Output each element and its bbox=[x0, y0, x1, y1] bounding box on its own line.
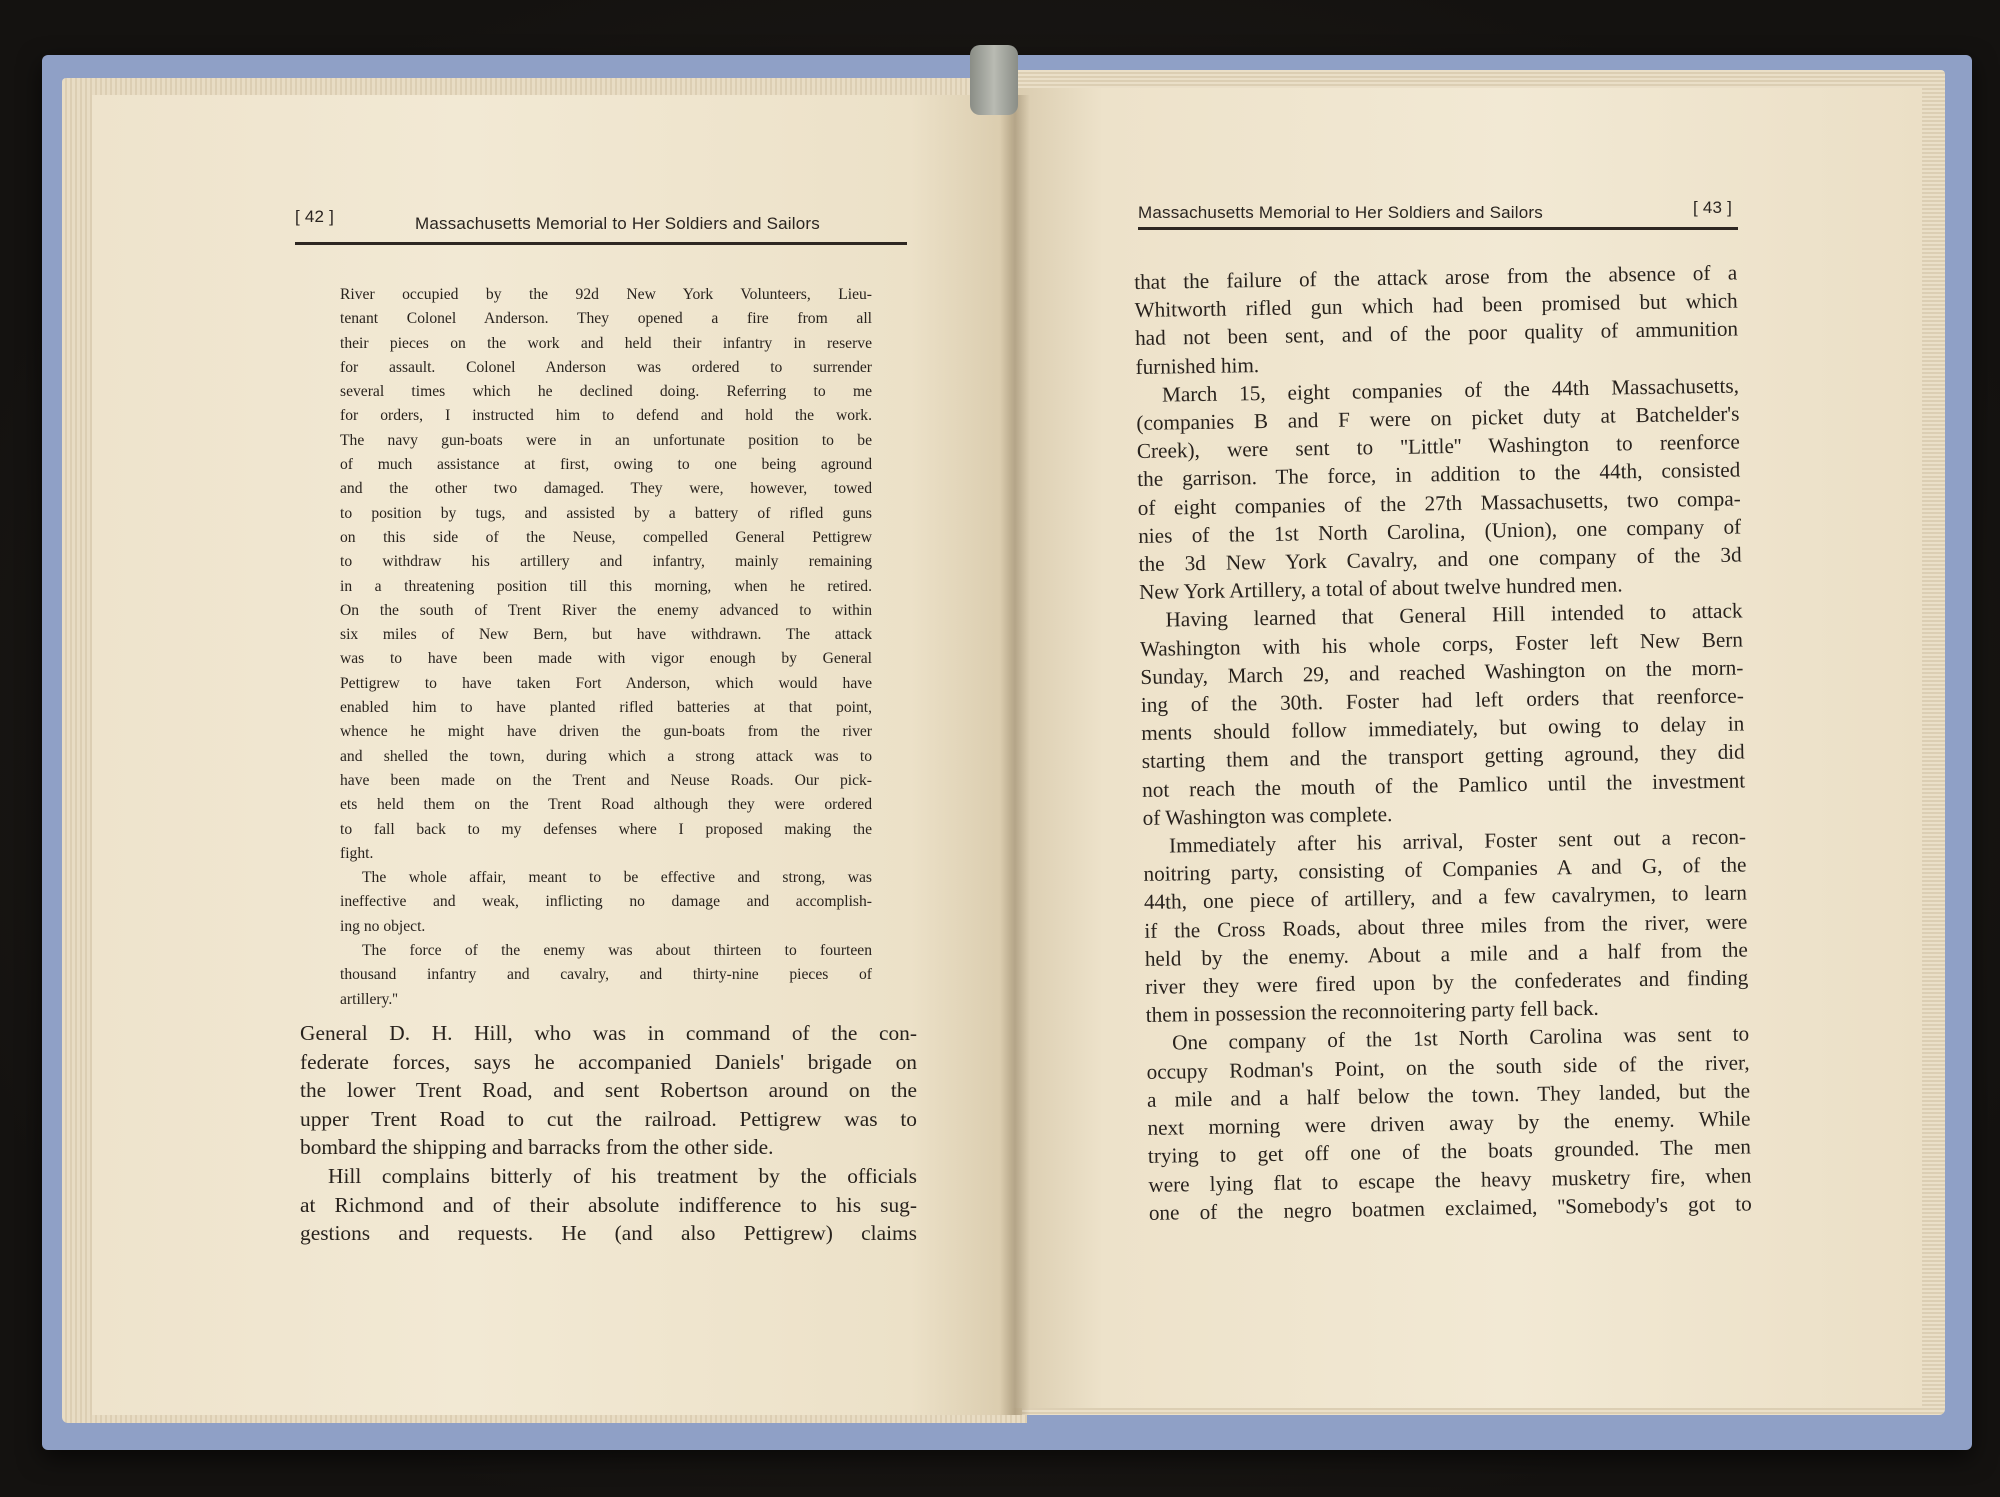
quote-line: several times which he declined doing. Referring to me bbox=[340, 383, 872, 401]
body-line: the 3d New York Cavalry, and one company of the 3d bbox=[1138, 542, 1742, 576]
quote-line: The navy gun-boats were in an unfortunate position to be bbox=[340, 431, 872, 449]
body-line: furnished him. bbox=[1135, 352, 1260, 379]
left-header-rule bbox=[295, 242, 907, 245]
body-line: of eight companies of the 27th Massachusetts, two compa- bbox=[1137, 486, 1741, 520]
body-line: nies of the 1st North Carolina, (Union), one company of bbox=[1138, 514, 1742, 548]
body-line: starting them and the transport getting aground, they did bbox=[1141, 739, 1745, 774]
quote-line: have been made on the Trent and Neuse Roads. Our pick- bbox=[340, 771, 872, 789]
body-line: Immediately after his arrival, Foster sent out a recon- bbox=[1168, 824, 1747, 858]
right-page-number: [ 43 ] bbox=[1693, 198, 1733, 217]
body-line: had not been sent, and of the poor quality of ammunition bbox=[1134, 316, 1739, 351]
body-line: Having learned that General Hill intended to attack bbox=[1165, 598, 1743, 632]
quote-line: Pettigrew to have taken Fort Anderson, which would have bbox=[340, 674, 872, 692]
body-line: General D. H. Hill, who was in command of the con- bbox=[300, 1021, 917, 1045]
left-running-title: Massachusetts Memorial to Her Soldiers and Sailors bbox=[415, 214, 820, 233]
body-line: (companies B and F were on picket duty at Batchelder's bbox=[1136, 401, 1740, 435]
left-body-text bbox=[300, 1019, 917, 1248]
body-line: at Richmond and of their absolute indifference to his sug- bbox=[300, 1192, 917, 1217]
body-line: noitring party, consisting of Companies A and G, of the bbox=[1143, 852, 1747, 887]
body-line: federate forces, says he accompanied Daniels' brigade on bbox=[300, 1049, 917, 1074]
quote-line: ing no object. bbox=[340, 917, 426, 935]
right-running-title: Massachusetts Memorial to Her Soldiers and Sailors bbox=[1138, 203, 1543, 222]
body-line: that the failure of the attack arose from the absence of a bbox=[1134, 260, 1738, 294]
body-line: the lower Trent Road, and sent Robertson around on the bbox=[300, 1078, 917, 1103]
body-line: Creek), were sent to ''Little'' Washington to reenforce bbox=[1136, 429, 1740, 464]
body-line: a mile and a half below the town. They landed, but the bbox=[1146, 1078, 1751, 1112]
body-line: Sunday, March 29, and reached Washington on the morn- bbox=[1140, 655, 1744, 689]
right-header-rule bbox=[1138, 227, 1738, 230]
quote-line: their pieces on the work and held their infantry in reserve bbox=[340, 334, 872, 352]
spine-headband bbox=[970, 45, 1018, 115]
body-line: held by the enemy. About a mile and a half from the bbox=[1144, 937, 1748, 971]
quote-line: thousand infantry and cavalry, and thirty-nine pieces of bbox=[340, 966, 872, 984]
quote-line: for orders, I instructed him to defend and hold the work. bbox=[340, 407, 872, 425]
body-line: Hill complains bitterly of his treatment by the officials bbox=[328, 1163, 917, 1188]
left-block-quote bbox=[340, 283, 872, 1012]
quote-line: for assault. Colonel Anderson was ordered to surrender bbox=[340, 358, 872, 376]
quote-line: on this side of the Neuse, compelled General Pettigrew bbox=[340, 528, 872, 546]
body-line: One company of the 1st North Carolina was sent to bbox=[1171, 1021, 1750, 1055]
quote-line: whence he might have driven the gun-boats from the river bbox=[340, 723, 872, 741]
quote-line: enabled him to have planted rifled batteries at that point, bbox=[340, 699, 872, 717]
body-line: 44th, one piece of artillery, and a few cavalrymen, to learn bbox=[1143, 880, 1748, 915]
body-line: ing of the 30th. Foster had left orders that reenforce- bbox=[1140, 683, 1744, 717]
quote-line: On the south of Trent River the enemy advanced to within bbox=[340, 601, 872, 619]
body-line: New York Artillery, a total of about twelve hundred men. bbox=[1138, 572, 1623, 605]
body-line: gestions and requests. He (and also Pettigrew) claims bbox=[300, 1221, 917, 1246]
quote-line: ets held them on the Trent Road although they were ordered bbox=[340, 796, 872, 814]
body-line: ments should follow immediately, but owing to delay in bbox=[1141, 711, 1745, 746]
body-line: were lying flat to escape the heavy musketry fire, when bbox=[1148, 1162, 1752, 1197]
body-line: if the Cross Roads, about three miles from the river, were bbox=[1144, 909, 1748, 943]
quote-line: and the other two damaged. They were, however, towed bbox=[340, 480, 872, 498]
quote-line: The whole affair, meant to be effective and strong, was bbox=[362, 869, 872, 887]
quote-line: in a threatening position till this morning, when he retired. bbox=[340, 577, 872, 595]
body-line: bombard the shipping and barracks from the other side. bbox=[300, 1135, 774, 1160]
body-line: trying to get off one of the boats grounded. The men bbox=[1147, 1134, 1752, 1169]
body-line: them in possession the reconnoitering party fell back. bbox=[1145, 996, 1599, 1028]
body-line: the garrison. The force, in addition to the 44th, consisted bbox=[1137, 457, 1741, 492]
body-line: March 15, eight companies of the 44th Massachusetts, bbox=[1161, 373, 1740, 407]
right-body-text bbox=[1134, 259, 1752, 1227]
left-page-number: [ 42 ] bbox=[295, 207, 335, 226]
quote-line: to fall back to my defenses where I proposed making the bbox=[340, 820, 872, 838]
quote-line: to position by tugs, and assisted by a battery of rifled guns bbox=[340, 504, 872, 522]
quote-line: fight. bbox=[340, 844, 374, 862]
body-line: river they were fired upon by the confederates and finding bbox=[1145, 965, 1749, 999]
quote-line: of much assistance at first, owing to one being aground bbox=[340, 456, 872, 474]
quote-line: six miles of New Bern, but have withdrawn. The attack bbox=[340, 626, 872, 644]
quote-line: was to have been made with vigor enough by General bbox=[340, 650, 872, 668]
quote-line: tenant Colonel Anderson. They opened a fire from all bbox=[340, 310, 872, 328]
quote-line: River occupied by the 92d New York Volunteers, Lieu- bbox=[340, 286, 872, 303]
body-line: Washington with his whole corps, Foster left New Bern bbox=[1139, 627, 1744, 661]
body-line: next morning were driven away by the enemy. While bbox=[1147, 1106, 1751, 1140]
book-gutter bbox=[1000, 95, 1030, 1415]
body-line: Whitworth rifled gun which had been promised but which bbox=[1134, 288, 1738, 323]
quote-line: ineffective and weak, inflicting no damage and accomplish- bbox=[340, 893, 872, 911]
body-line: one of the negro boatmen exclaimed, ''Somebody's got to bbox=[1148, 1191, 1752, 1225]
quote-line: to withdraw his artillery and infantry, mainly remaining bbox=[340, 553, 872, 571]
quote-line: and shelled the town, during which a strong attack was to bbox=[340, 747, 872, 765]
body-line: occupy Rodman's Point, on the south side of the river, bbox=[1146, 1050, 1750, 1084]
body-line: not reach the mouth of the Pamlico until the investment bbox=[1142, 768, 1746, 802]
quote-line: The force of the enemy was about thirteen to fourteen bbox=[362, 942, 872, 960]
quote-line: artillery.'' bbox=[340, 990, 398, 1008]
body-line: upper Trent Road to cut the railroad. Pettigrew was to bbox=[300, 1106, 917, 1131]
body-line: of Washington was complete. bbox=[1142, 801, 1393, 830]
